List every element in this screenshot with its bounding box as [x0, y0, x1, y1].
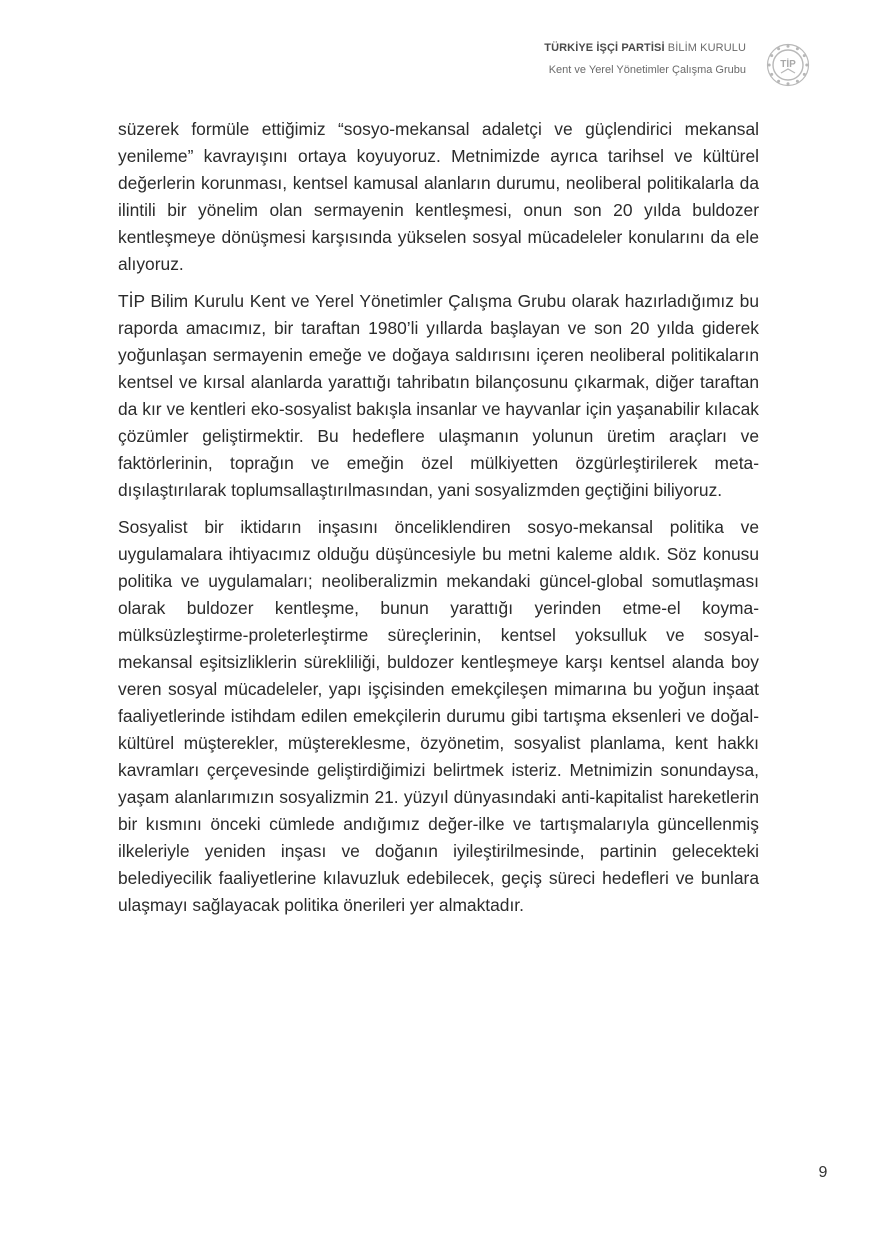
- page-number: 9: [818, 1164, 828, 1181]
- body-text: [118, 116, 759, 929]
- tip-logo-icon: [766, 43, 810, 87]
- paragraph: TİP Bilim Kurulu Kent ve Yerel Yönetimler Çalışma Grubu olarak hazırladığımız bu raporda amacımız, bir taraftan 1980’li yıllarda başlayan ve son 20 yılda giderek yoğunlaşan sermayenin emeğe ve doğaya saldırısını içeren neoliberal politikaların kentsel ve kırsal alanlarda yarattığı tahribatın bilançosunu çıkarmak, diğer taraftan da kır ve kentleri eko-sosyalist bakışla insanlar ve hayvanlar için yaşanabilir kılacak çözümler geliştirmektir. Bu hedeflere ulaşmanın yolunun üretim araçları ve faktörlerinin, toprağın ve emeğin özel mülkiyetten özgürleştirilerek meta-dışılaştırılarak toplumsallaştırılmasından, yani sosyalizmden geçtiğini biliyoruz.: [118, 291, 759, 500]
- paragraph: Sosyalist bir iktidarın inşasını önceliklendiren sosyo-mekansal politika ve uygulamalara ihtiyacımız olduğu düşüncesiyle bu metni kaleme aldık. Söz konusu politika ve uygulamaları; neoliberalizmin mekandaki güncel-global somutlaşması olarak buldozer kentleşme, bunun yarattığı yerinden etme-el koyma-mülksüzleştirme-proleterleştirme süreçlerinin, kentsel yoksulluk ve sosyal-mekansal eşitsizliklerin sürekliliği, buldozer kentleşmeye karşı kentsel alanda boy veren sosyal mücadeleler, yapı işçisinden emekçileşen mimarına bu yoğun inşaat faaliyetlerinde istihdam edilen emekçilerin durumu gibi tartışma eksenleri ve doğal-kültürel müşterekler, müştereklesme, özyönetim, sosyalist planlama, kent hakkı kavramları çerçevesinde geliştirdiğimizi belirtmek isteriz. Metnimizin sonundaysa, yaşam alanlarımızın sosyalizmin 21. yüzyıl dünyasındaki anti-kapitalist hareketlerin bir kısmını önceki cümlede andığımız değer-ilke ve tartışmalarıyla güncellenmiş ilkeleriyle yeniden inşası ve doğanın iyileştirilmesinde, partinin gelecekteki belediyecilik faaliyetlerine kılavuzluk edebilecek, geçiş süreci hedefleri ve bunlara ulaşmayı sağlayacak politika önerileri yer almaktadır.: [118, 517, 759, 915]
- header-org-light: BİLİM KURULU: [667, 42, 746, 54]
- logo-text: TİP: [780, 59, 796, 70]
- header-organization: [544, 40, 746, 56]
- paragraph: süzerek formüle ettiğimiz “sosyo-mekansal adaletçi ve güçlendirici mekansal yenileme” kavrayışını ortaya koyuyoruz. Metnimizde ayrıca tarihsel ve kültürel değerlerin korunması, kentsel kamusal alanların durumu, neoliberal politikalarla da ilintili bir yönelim olan sermayenin kentleşmesi, onun son 20 yılda buldozer kentleşmeye dönüşmesi karşısında yükselen sosyal mücadeleler konularını da ele alıyoruz.: [118, 119, 759, 274]
- header-subtitle: Kent ve Yerel Yönetimler Çalışma Grubu: [548, 64, 746, 76]
- running-header: [544, 40, 746, 78]
- header-org-bold: TÜRKİYE İŞÇİ PARTİSİ: [544, 42, 665, 54]
